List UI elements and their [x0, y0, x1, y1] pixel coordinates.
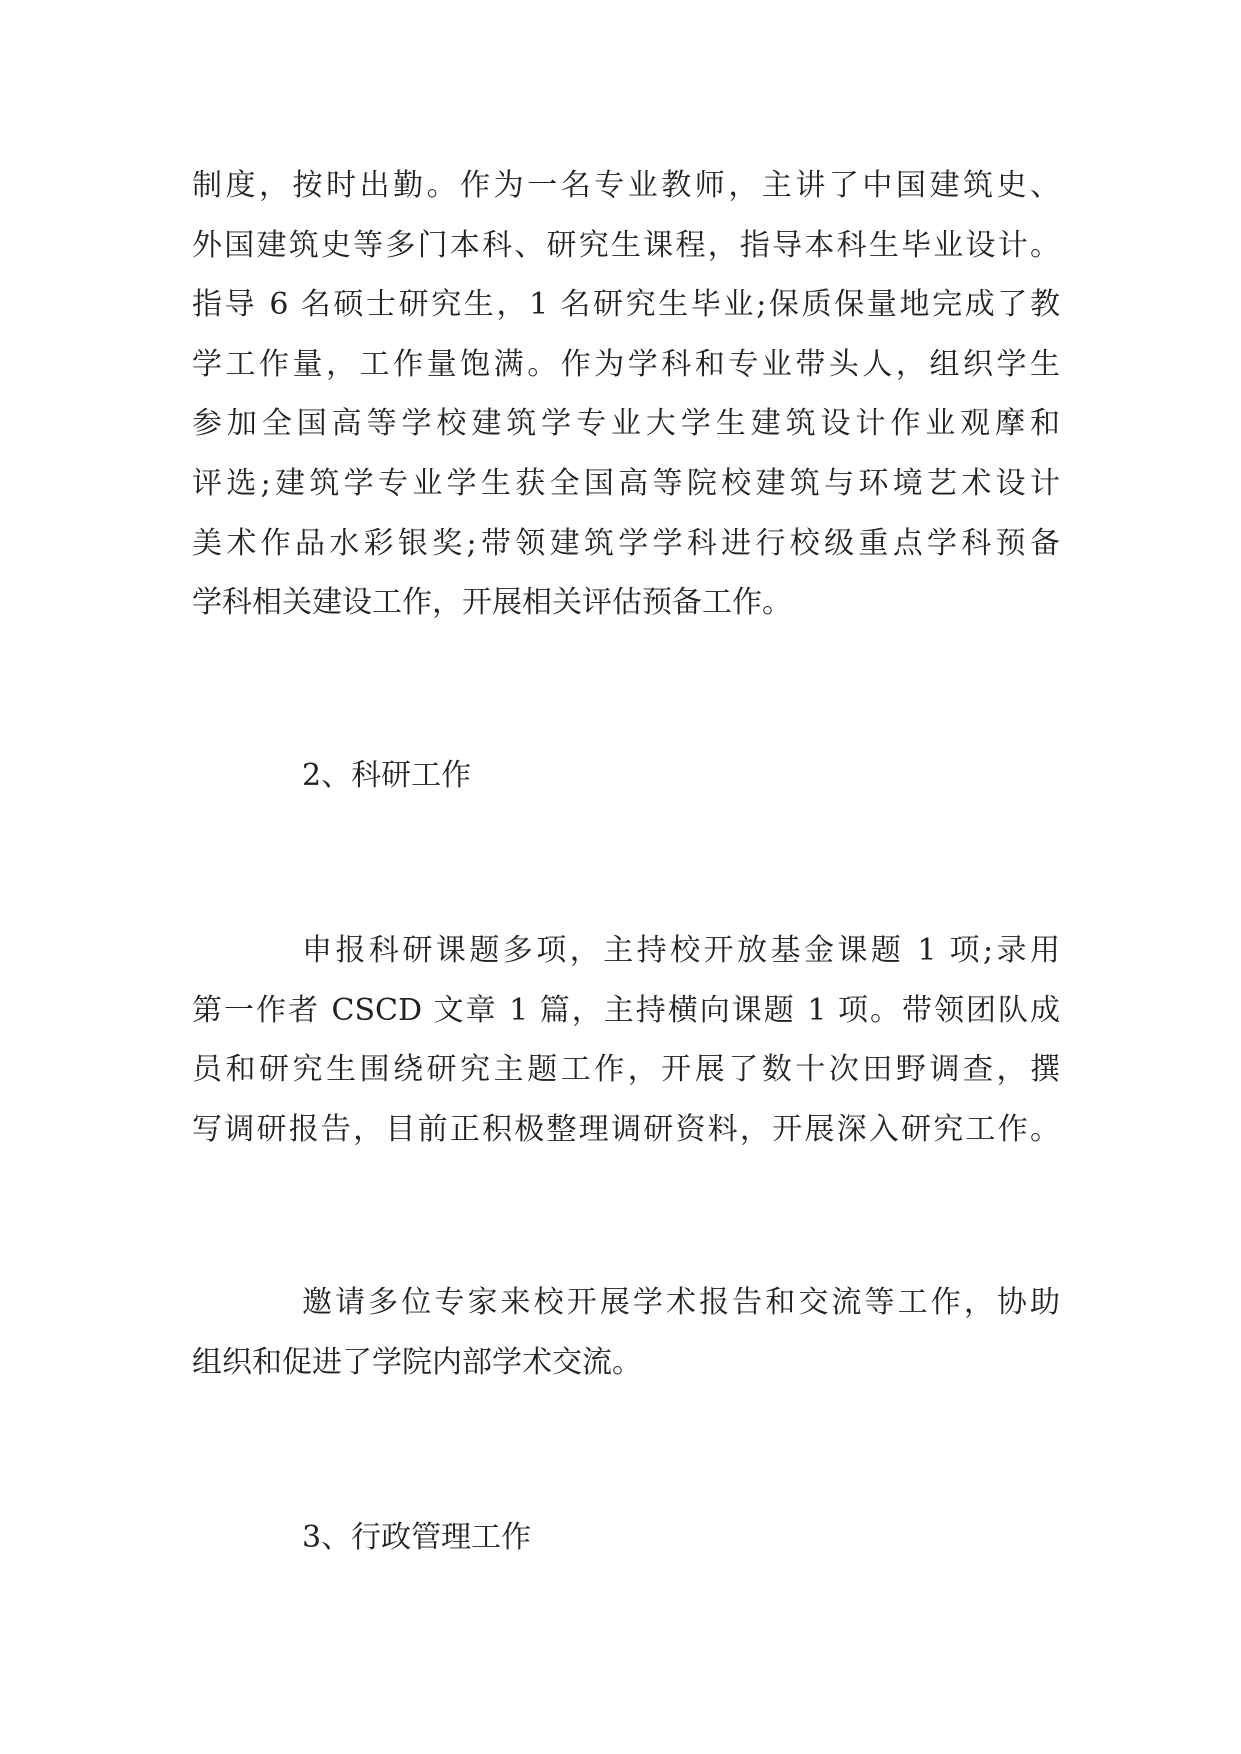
paragraph-line: 外国建筑史等多门本科、研究生课程，指导本科生毕业设计。: [192, 227, 1060, 263]
paragraph-line: 评选;建筑学专业学生获全国高等院校建筑与环境艺术设计: [192, 465, 1060, 501]
paragraph: [192, 1273, 1060, 1392]
paragraph-line: 学工作量，工作量饱满。作为学科和专业带头人，组织学生: [192, 346, 1060, 382]
paragraph-line: 第一作者 CSCD 文章 1 篇，主持横向课题 1 项。带领团队成: [192, 992, 1060, 1028]
paragraph: [192, 921, 1060, 1159]
paragraph-line: 邀请多位专家来校开展学术报告和交流等工作，协助: [302, 1285, 1060, 1320]
paragraph-line: 学科相关建设工作，开展相关评估预备工作。: [192, 585, 792, 621]
paragraph-line: 组织和促进了学院内部学术交流。: [192, 1344, 642, 1380]
paragraph: [192, 156, 1060, 633]
paragraph-line: 写调研报告，目前正积极整理调研资料，开展深入研究工作。: [192, 1111, 1060, 1147]
paragraph-line: 申报科研课题多项，主持校开放基金课题 1 项;录用: [302, 933, 1060, 968]
section-heading: 2、科研工作: [302, 758, 472, 793]
paragraph-line: 指导 6 名硕士研究生，1 名研究生毕业;保质保量地完成了教: [192, 287, 1060, 323]
paragraph-line: 制度，按时出勤。作为一名专业教师，主讲了中国建筑史、: [192, 168, 1060, 203]
paragraph-line: 参加全国高等学校建筑学专业大学生建筑设计作业观摩和: [192, 406, 1060, 442]
paragraph-line: 员和研究生围绕研究主题工作，开展了数十次田野调查，撰: [192, 1052, 1060, 1088]
paragraph-line: 美术作品水彩银奖;带领建筑学学科进行校级重点学科预备: [192, 525, 1060, 561]
section-heading: 3、行政管理工作: [302, 1520, 532, 1555]
